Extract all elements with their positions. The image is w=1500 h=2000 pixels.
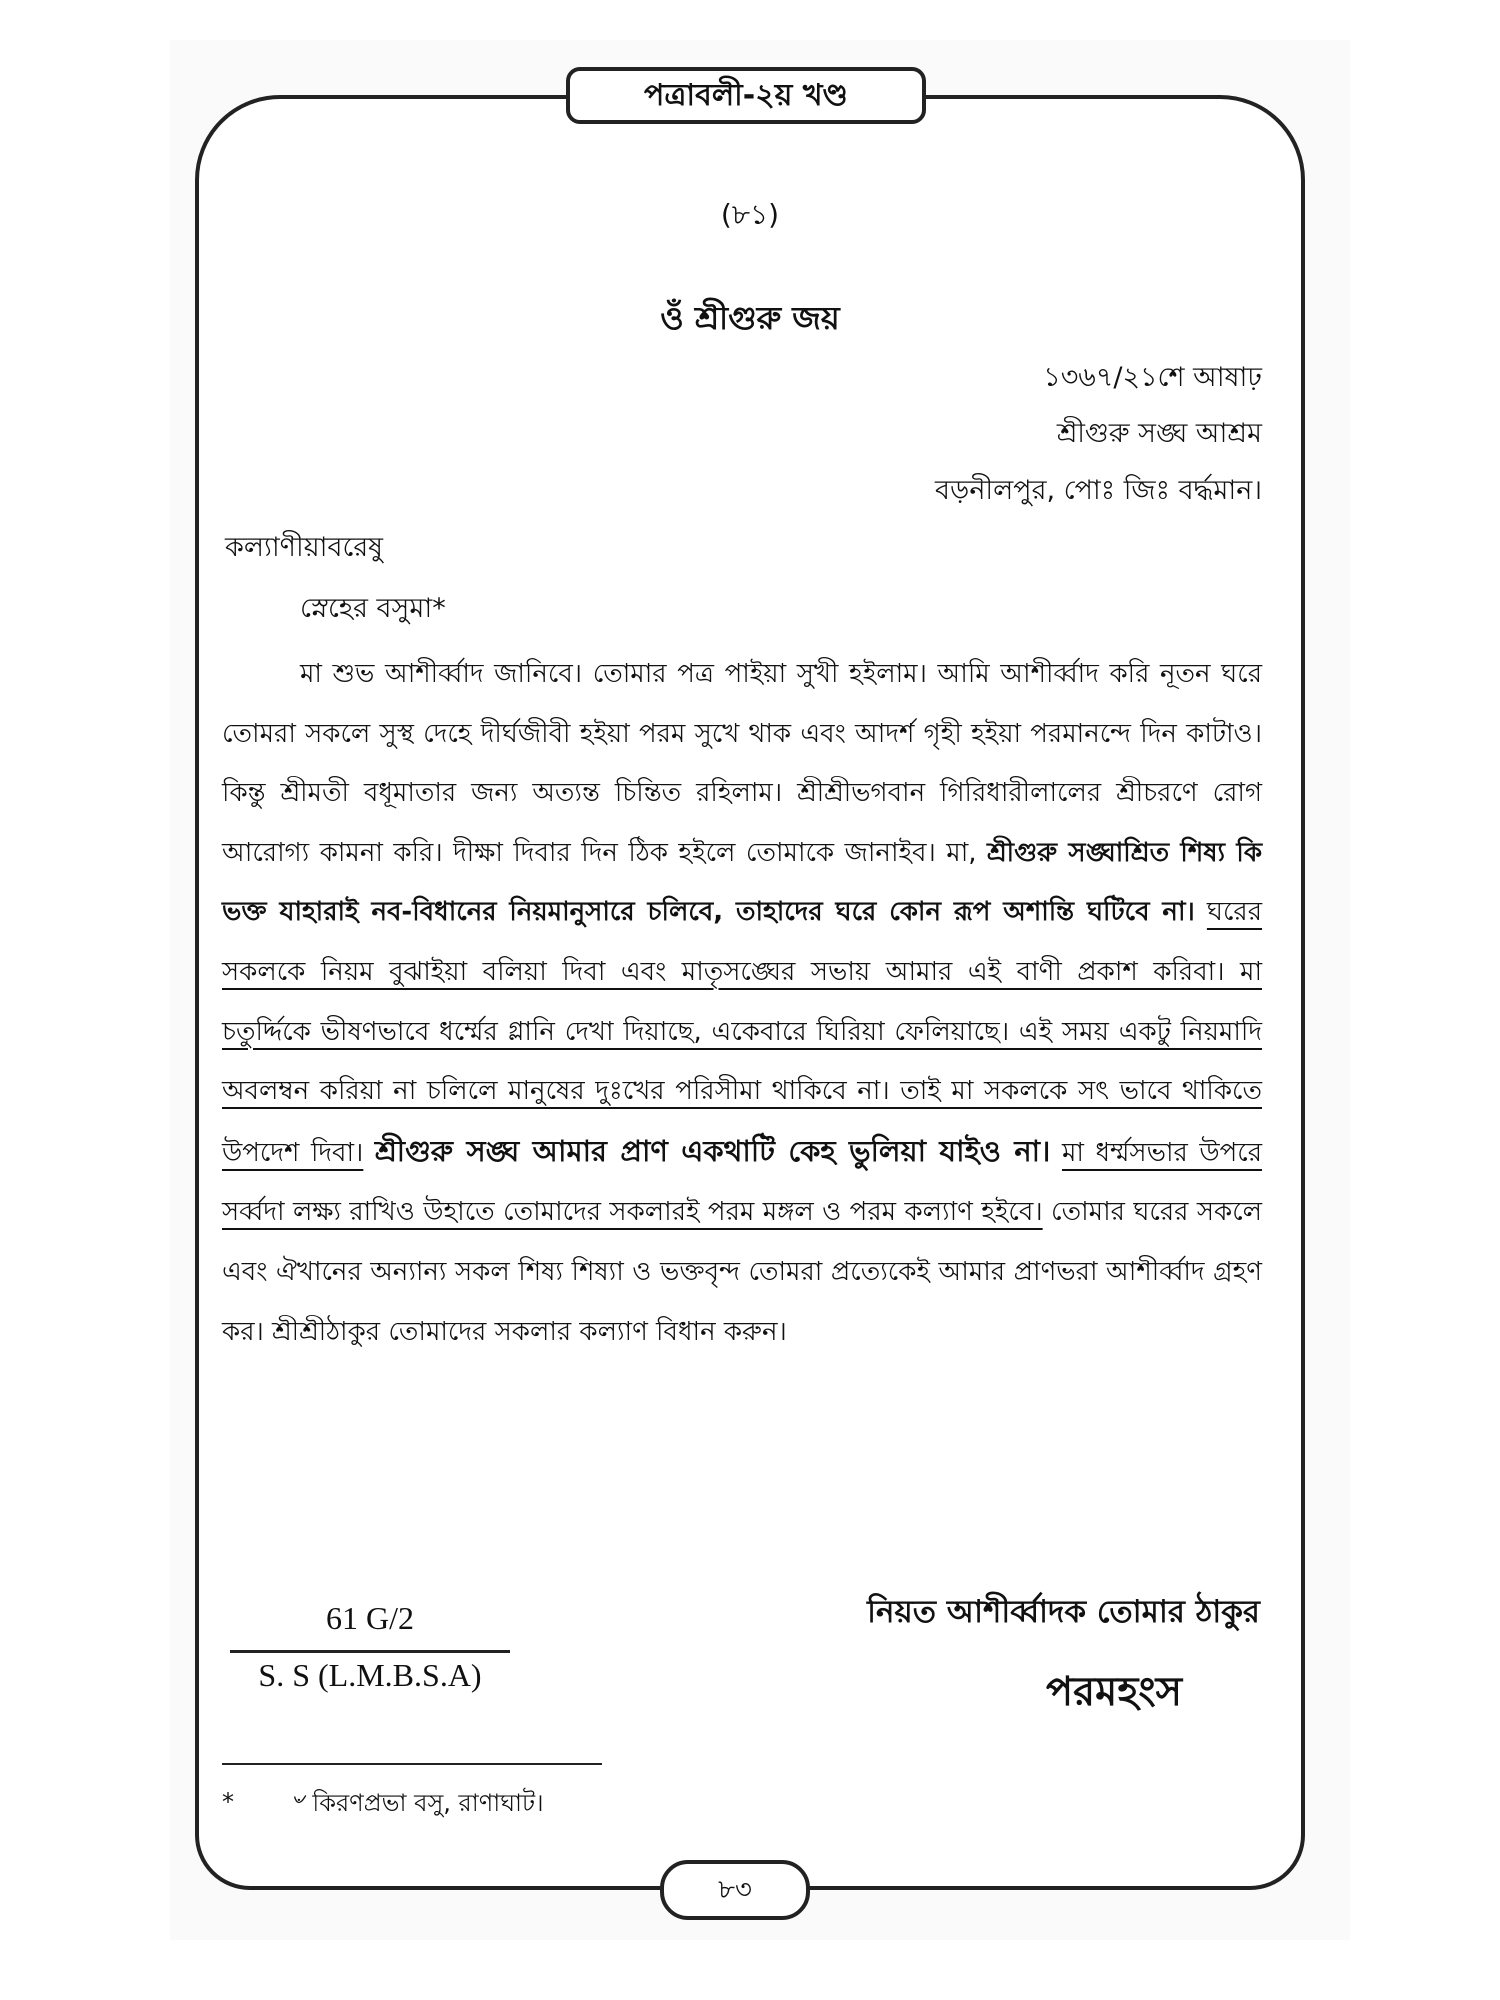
salutation: কল্যাণীয়াবরেষু — [225, 532, 384, 563]
closing-line: নিয়ত আশীর্ব্বাদক তোমার ঠাকুর — [867, 1594, 1260, 1630]
letter-date: ১৩৬৭/২১শে আষাঢ় — [1043, 362, 1262, 393]
reference-divider — [230, 1650, 510, 1653]
footnote-marker: * — [222, 1788, 234, 1816]
letter-address: বড়নীলপুর, পোঃ জিঃ বর্দ্ধমান। — [935, 475, 1262, 506]
reference-code-bottom: S. S (L.M.B.S.A) — [258, 1657, 482, 1693]
signature: পরমহংস — [1045, 1669, 1182, 1715]
footnote: ৺ কিরণপ্রভা বসু, রাণাঘাট। — [290, 1789, 544, 1817]
invocation: ওঁ শ্রীগুরু জয় — [660, 299, 840, 337]
page-number: ৮৩ — [660, 1860, 810, 1920]
body-underlined: ঘরের সকলকে নিয়ম বুঝাইয়া বলিয়া দিবা এবং মাতৃসঙ্ঘের সভায় আমার এই বাণী প্রকাশ করিবা। মা চতুর্দ্দিকে ভীষণভাবে ধর্ম্মের গ্লানি দেখা দিয়াছে, একেবারে ঘিরিয়া ফেলিয়াছে। এই সময় একটু নিয়মাদি অবলম্বন করিয়া না চলিলে মানুষের দুঃখের পরিসীমা থাকিবে না। তাই মা সকলকে সৎ ভাবে থাকিতে উপদেশ দিবা। — [222, 897, 1263, 1168]
body-underlined: মা ধর্ম্মসভার উপরে সর্ব্বদা লক্ষ্য রাখিও উহাতে তোমাদের সকলারই পরম মঙ্গল ও পরম কল্যাণ হইবে। — [222, 1137, 1263, 1228]
reference-code-top: 61 G/2 — [326, 1600, 414, 1636]
greeting: স্নেহের বসুমা* — [300, 593, 446, 624]
book-title: পত্রাবলী-২য় খণ্ড — [566, 67, 926, 124]
letter-number: (৮১) — [720, 198, 780, 231]
body-text-part: তোমার ঘরের সকলে এবং ঐখানের অন্যান্য সকল শিষ্য শিষ্যা ও ভক্তবৃন্দ তোমরা প্রত্যেকেই আমার প্রাণভরা আশীর্ব্বাদ গ্রহণ কর। শ্রীশ্রীঠাকুর তোমাদের সকলার কল্যাণ বিধান করুন। — [222, 1197, 1263, 1347]
body-emphasis-large: শ্রীগুরু সঙ্ঘ আমার প্রাণ একথাটি কেহ ভুলিয়া যাইও না। — [374, 1133, 1051, 1168]
footnote-divider — [222, 1763, 602, 1765]
letter-body — [222, 645, 1262, 1362]
body-text-part: মা শুভ আশীর্ব্বাদ জানিবে। তোমার পত্র পাইয়া সুখী হইলাম। আমি আশীর্ব্বাদ করি নূতন ঘরে তোমরা সকলে সুস্থ দেহে দীর্ঘজীবী হইয়া পরম সুখে থাক এবং আদর্শ গৃহী হইয়া পরমানন্দে দিন কাটাও। কিন্তু শ্রীমতী বধূমাতার জন্য অত্যন্ত চিন্তিত রহিলাম। শ্রীশ্রীভগবান গিরিধারীলালের শ্রীচরণে রোগ আরোগ্য কামনা করি। দীক্ষা দিবার দিন ঠিক হইলে তোমাকে জানাইব। মা, — [222, 659, 1262, 868]
letter-place: শ্রীগুরু সঙ্ঘ আশ্রম — [1056, 418, 1262, 449]
body-emphasis: শ্রীগুরু সঙ্ঘাশ্রিত শিষ্য কি ভক্ত যাহারাই নব-বিধানের নিয়মানুসারে চলিবে, তাহাদের ঘরে কোন রূপ অশান্তি ঘটিবে না। — [222, 837, 1263, 928]
